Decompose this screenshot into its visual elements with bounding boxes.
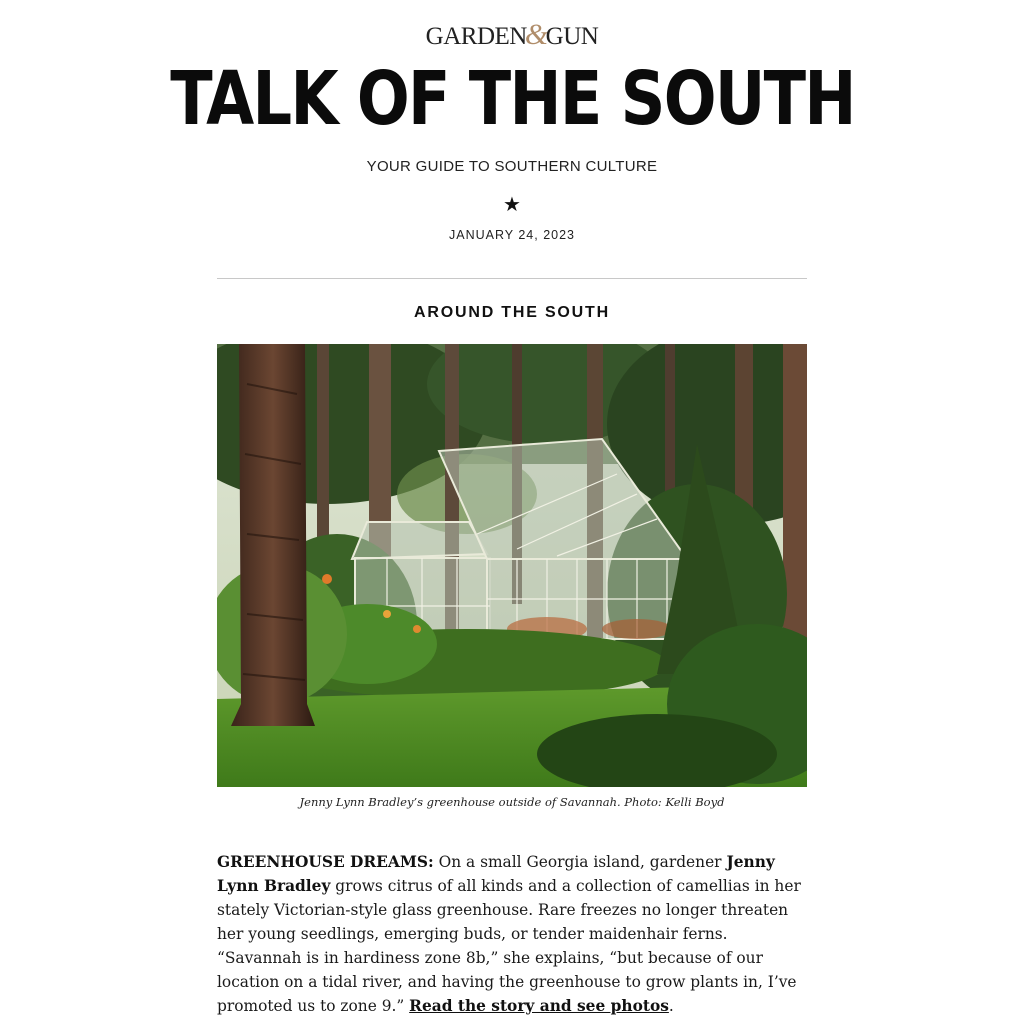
star-icon: ★ [503,192,521,216]
article-end: . [668,997,674,1015]
logo-text-right: GUN [545,23,599,50]
garden-and-gun-logo[interactable] [0,18,1024,52]
article-lead: GREENHOUSE DREAMS: [217,853,434,871]
logo-ampersand: & [524,18,548,51]
article-text-1: On a small Georgia island, gardener [433,853,727,871]
article-body [217,850,809,1018]
photo-caption: Jenny Lynn Bradley’s greenhouse outside of Savannah. Photo: Kelli Boyd [299,795,725,809]
logo-text-left: GARDEN [425,23,527,50]
header-divider [217,278,807,279]
newsletter-title [169,56,855,142]
issue-date: JANUARY 24, 2023 [448,228,576,242]
article-person-name: Jenny Lynn Bradley [217,853,775,895]
greenhouse-photo[interactable] [217,344,807,787]
newsletter-tagline: YOUR GUIDE TO SOUTHERN CULTURE [366,158,658,175]
newsletter-title-text: TALK OF THE SOUTH [169,56,855,142]
article-text-2: grows citrus of all kinds and a collection of camellias in her stately Victorian-style glass greenhouse. Rare freezes no longer threaten her young seedlings, emerging buds, or tender maidenhair ferns. “Savannah is in hardiness zone 8b,” she explains, “but because of our location on a tidal river, and having the greenhouse to grow plants in, I’ve promoted us to zone 9.” [217,877,801,1015]
section-heading: AROUND THE SOUTH [414,304,610,321]
read-story-link[interactable]: Read the story and see photos [409,997,669,1015]
